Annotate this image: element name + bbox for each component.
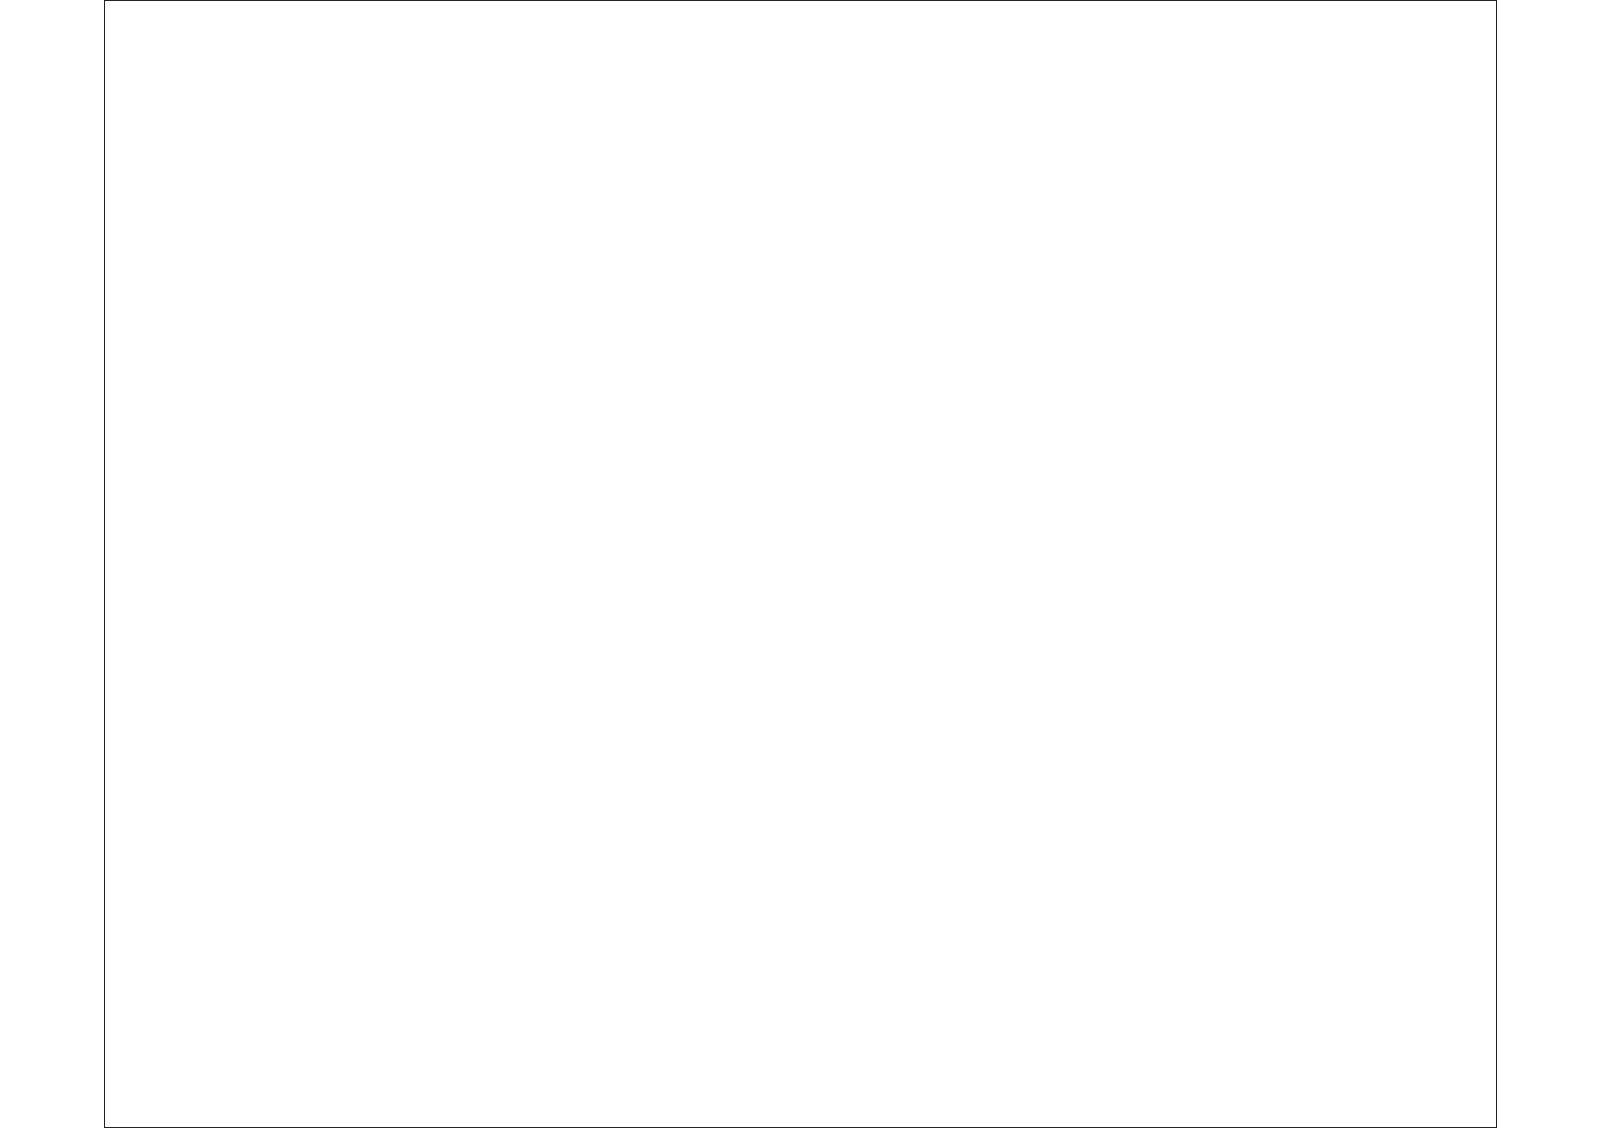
drawing-frame bbox=[104, 0, 1497, 1128]
